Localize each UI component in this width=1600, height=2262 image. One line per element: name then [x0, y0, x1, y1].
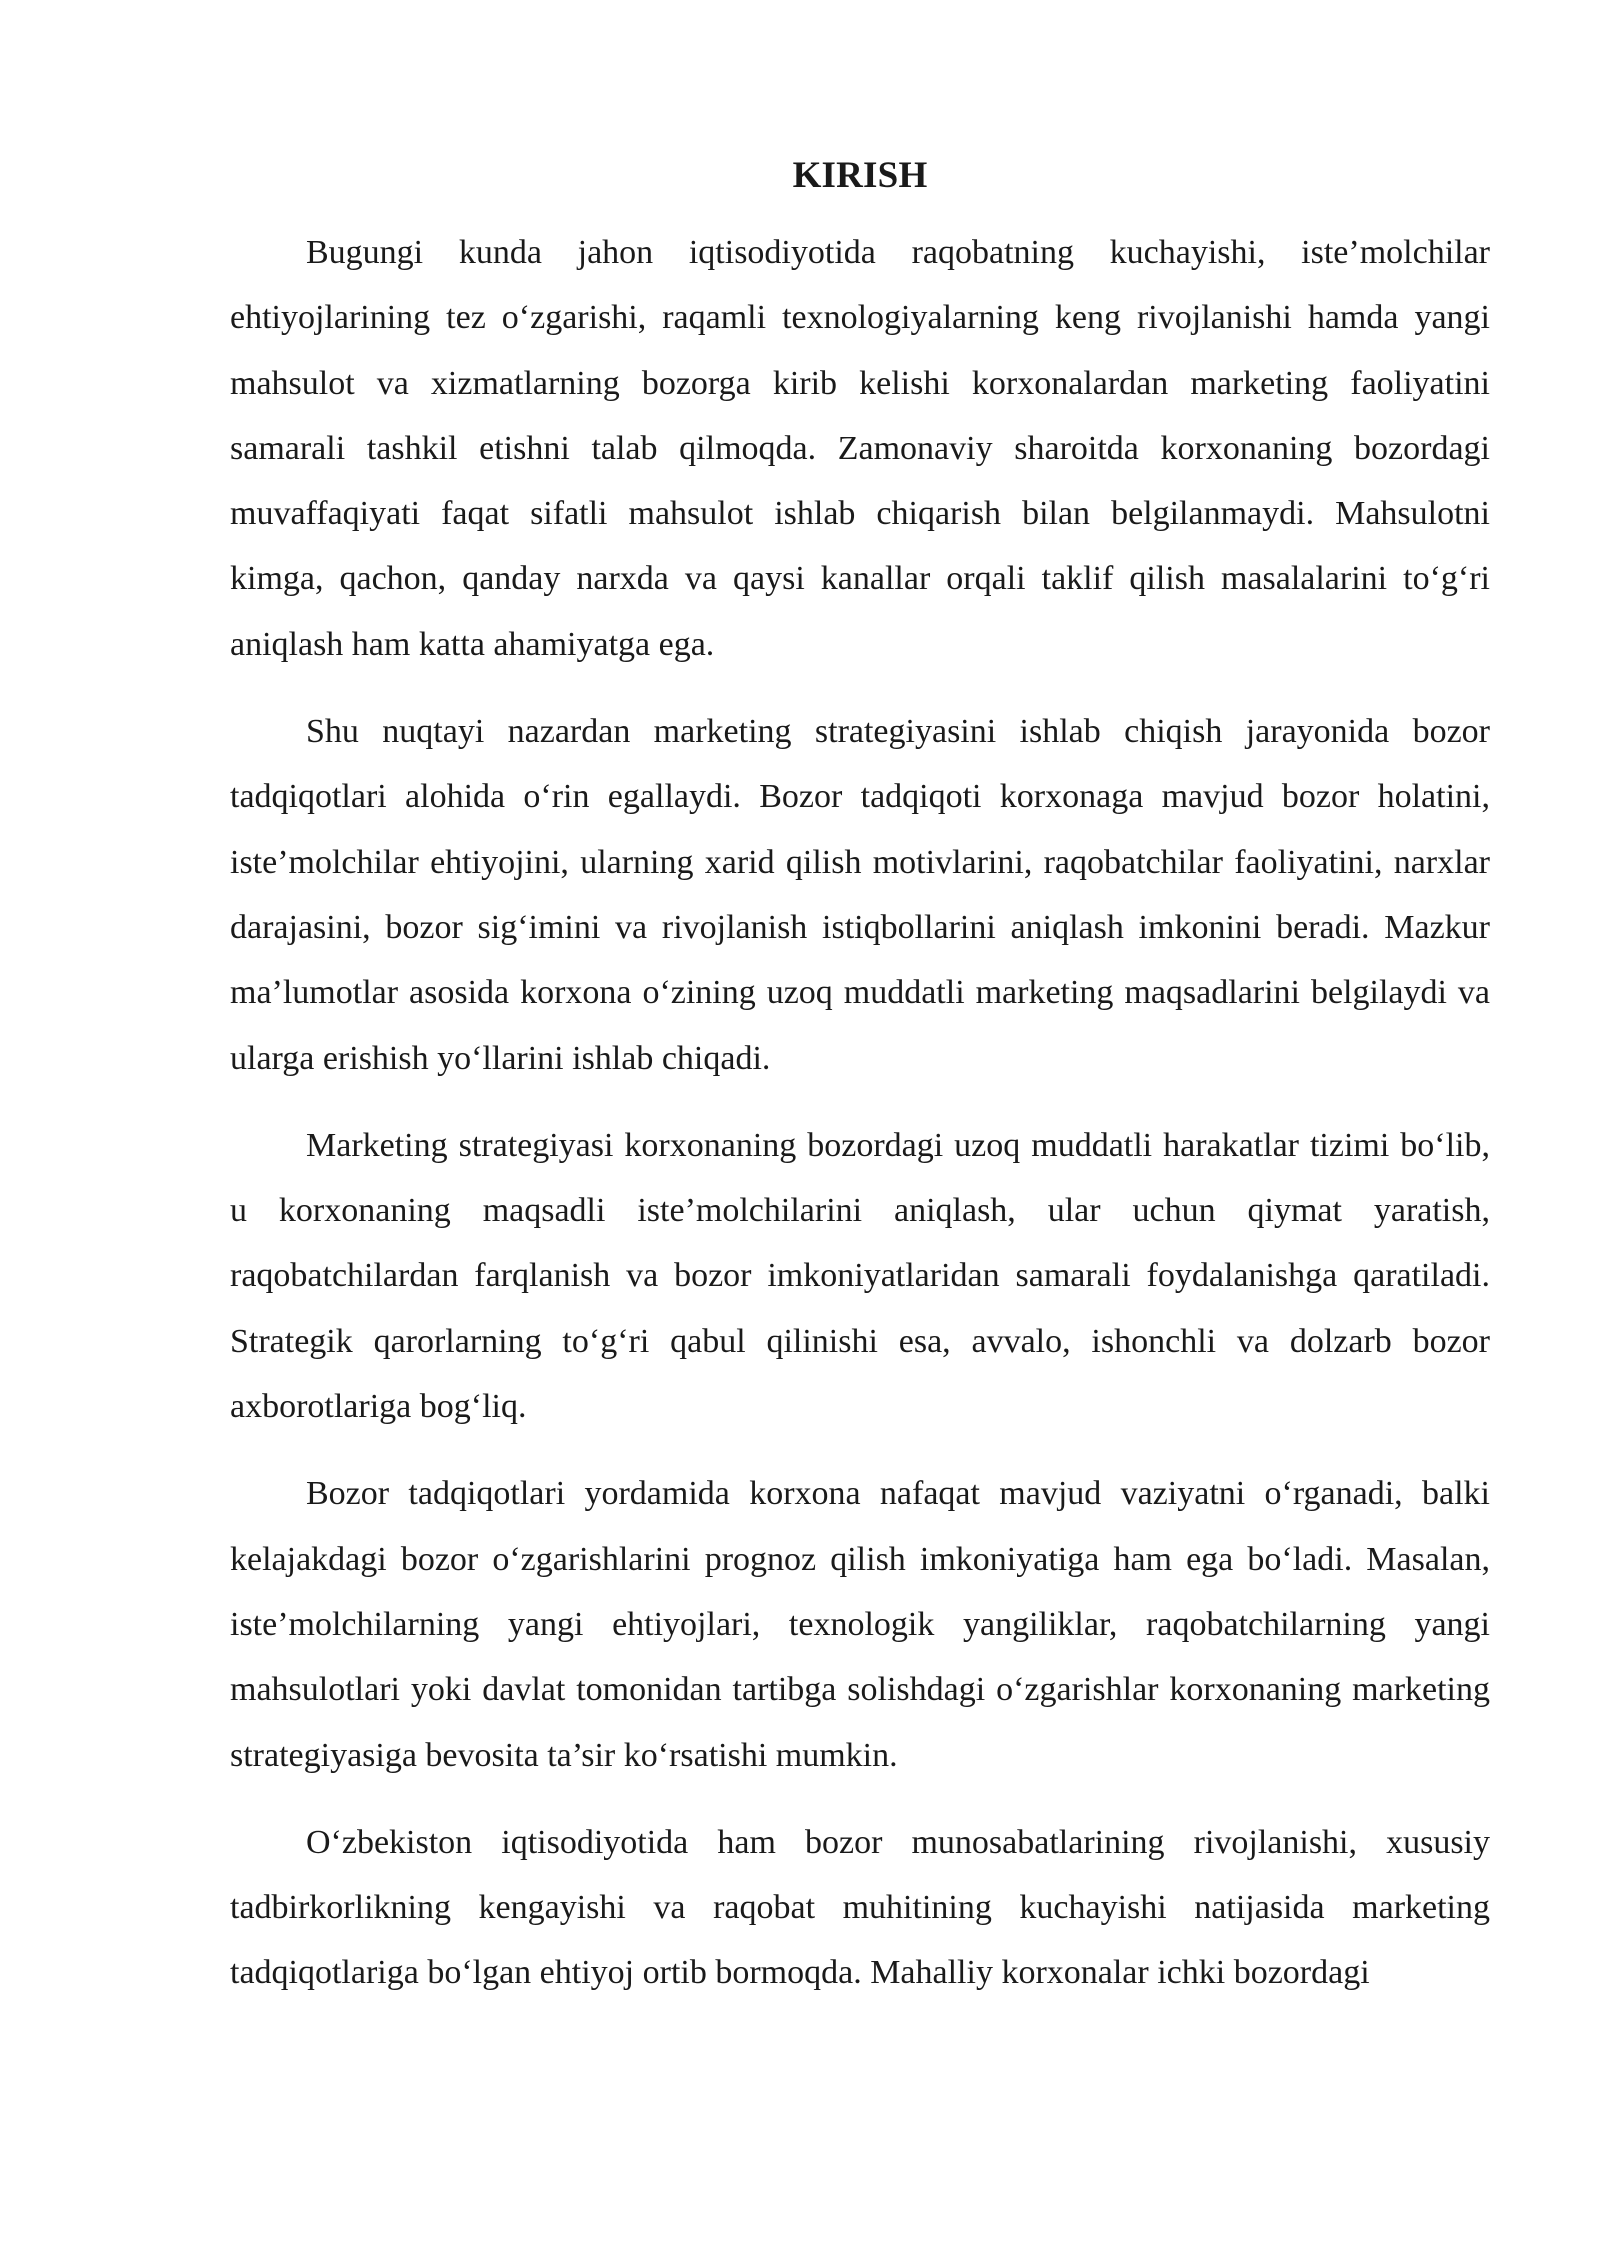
- paragraph-1: Bugungi kunda jahon iqtisodiyotida raqobatning kuchayishi, iste’molchilar ehtiyojlarining tez o‘zgarishi, raqamli texnologiyalarning keng rivojlanishi hamda yangi mahsulot va xizmatlarning bozorga kirib kelishi korxonalardan marketing faoliyatini samarali tashkil etishni talab qilmoqda. Zamonaviy sharoitda korxonaning bozordagi muvaffaqiyati faqat sifatli mahsulot ishlab chiqarish bilan belgilanmaydi. Mahsulotni kimga, qachon, qanday narxda va qaysi kanallar orqali taklif qilish masalalarini to‘g‘ri aniqlash ham katta ahamiyatga ega.: [230, 234, 1490, 663]
- document-body: [230, 146, 1490, 2028]
- paragraph-4: Bozor tadqiqotlari yordamida korxona nafaqat mavjud vaziyatni o‘rganadi, balki kelajakdagi bozor o‘zgarishlarini prognoz qilish imkoniyatiga ham ega bo‘ladi. Masalan, iste’molchilarning yangi ehtiyojlari, texnologik yangiliklar, raqobatchilarning yangi mahsulotlari yoki davlat tomonidan tartibga solishdagi o‘zgarishlar korxonaning marketing strategiyasiga bevosita ta’sir ko‘rsatishi mumkin.: [230, 1475, 1490, 1774]
- paragraph-3: Marketing strategiyasi korxonaning bozordagi uzoq muddatli harakatlar tizimi bo‘lib, u korxonaning maqsadli iste’molchilarini aniqlash, ular uchun qiymat yaratish, raqobatchilardan farqlanish va bozor imkoniyatlaridan samarali foydalanishga qaratiladi. Strategik qarorlarning to‘g‘ri qabul qilinishi esa, avvalo, ishonchli va dolzarb bozor axborotlariga bog‘liq.: [230, 1126, 1490, 1426]
- paragraph-5: O‘zbekiston iqtisodiyotida ham bozor munosabatlarining rivojlanishi, xususiy tadbirkorlikning kengayishi va raqobat muhitining kuchayishi natijasida marketing tadqiqotlariga bo‘lgan ehtiyoj ortib bormoqda. Mahalliy korxonalar ichki bozordagi: [230, 1823, 1490, 1992]
- section-heading: KIRISH: [792, 155, 928, 196]
- paragraph-2: Shu nuqtayi nazardan marketing strategiyasini ishlab chiqish jarayonida bozor tadqiqotlari alohida o‘rin egallaydi. Bozor tadqiqoti korxonaga mavjud bozor holatini, iste’molchilar ehtiyojini, ularning xarid qilish motivlarini, raqobatchilar faoliyatini, narxlar darajasini, bozor sig‘imini va rivojlanish istiqbollarini aniqlash imkonini beradi. Mazkur ma’lumotlar asosida korxona o‘zining uzoq muddatli marketing maqsadlarini belgilaydi va ularga erishish yo‘llarini ishlab chiqadi.: [230, 713, 1490, 1077]
